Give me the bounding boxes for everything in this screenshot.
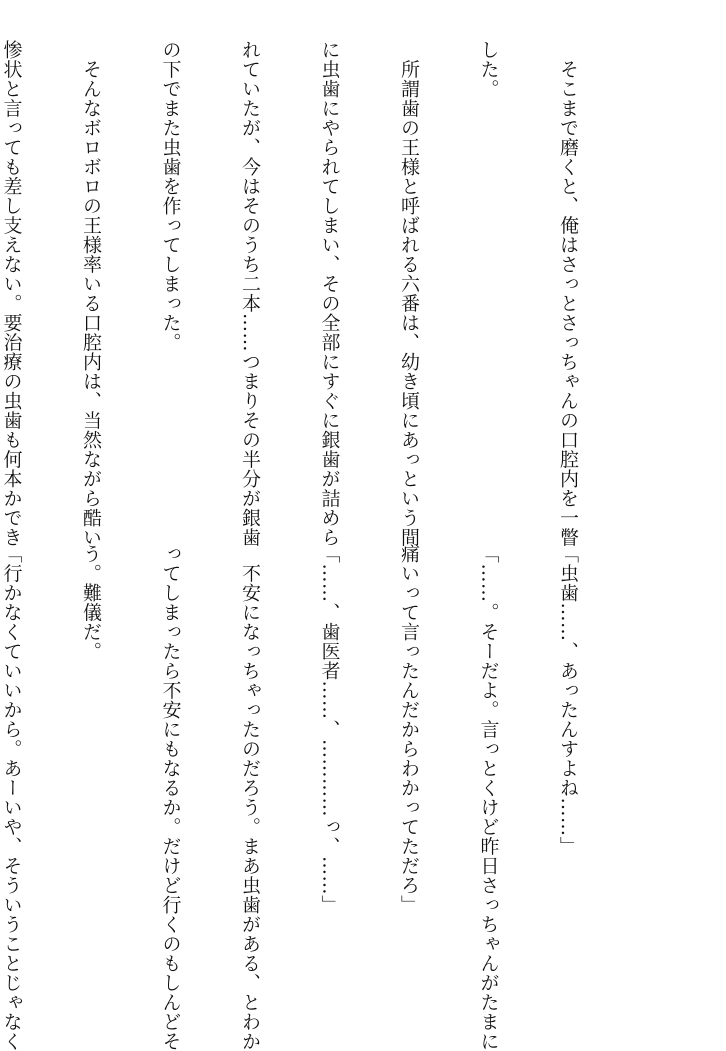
text-line: に虫歯にやられてしまい、その全部にすぐに銀歯が詰めら bbox=[318, 40, 341, 547]
text-block-upper bbox=[0, 40, 634, 547]
text-line: そこまで磨くと、俺はさっとさっちゃんの口腔内を一瞥 bbox=[557, 40, 579, 547]
text-line: 不安になっちゃったのだろう。まあ虫歯がある、とわか bbox=[239, 544, 261, 1051]
text-line: 「……、歯医者……、…………っ、……」 bbox=[318, 544, 341, 915]
text-line: そんなボロボロの王様率いる口腔内は、当然ながら酷い bbox=[80, 40, 102, 547]
text-line: 惨状と言っても差し支えない。要治療の虫歯も何本かでき bbox=[0, 40, 23, 547]
text-line: 所謂歯の王様と呼ばれる六番は、幼き頃にあっという間 bbox=[398, 40, 420, 547]
text-line: の下でまた虫歯を作ってしまった。 bbox=[159, 40, 182, 352]
text-block-lower bbox=[0, 544, 634, 1051]
text-line: 痛いって言ったんだからわかってただろ」 bbox=[398, 544, 420, 915]
text-line: 「行かなくていいから。あーいや、そういうことじゃなく bbox=[0, 544, 23, 1051]
text-line: 「……。そーだよ。言っとくけど昨日さっちゃんがたまに bbox=[477, 544, 500, 1051]
text-line: した。 bbox=[477, 40, 500, 99]
text-line: う。難儀だ。 bbox=[80, 544, 102, 661]
text-line: 「虫歯……、あったんすよね……」 bbox=[557, 544, 579, 856]
text-line: れていたが、今はそのうち二本……つまりその半分が銀歯 bbox=[239, 40, 261, 547]
text-line: ってしまったら不安にもなるか。だけど行くのもしんどそ bbox=[159, 544, 182, 1051]
